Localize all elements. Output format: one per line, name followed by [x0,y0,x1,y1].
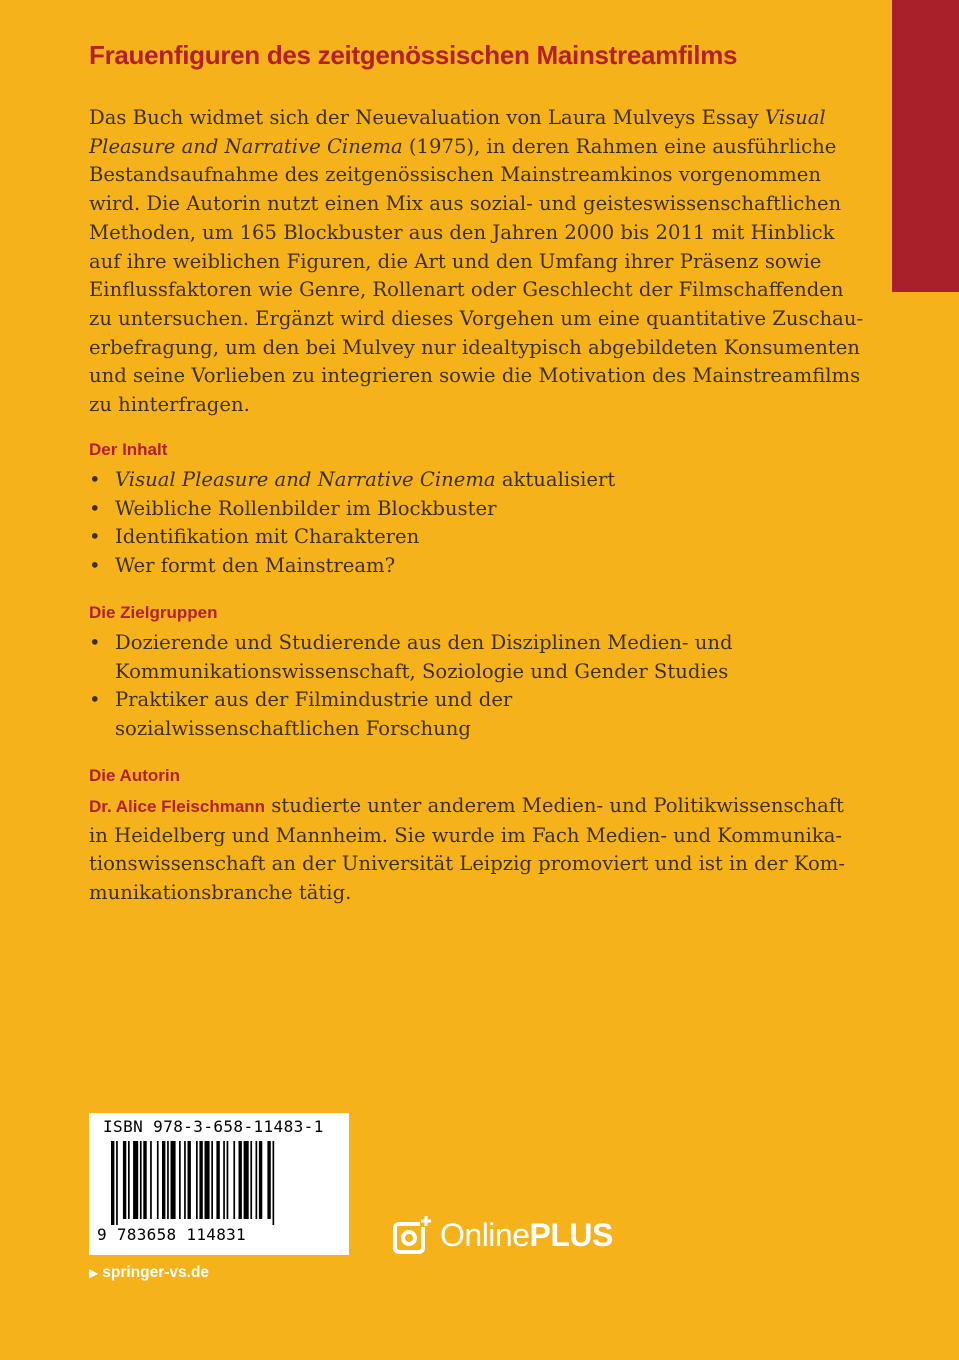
bullet: • [89,496,101,520]
list-item: • Identifikation mit Charakteren [89,523,615,552]
barcode-bar [273,1141,275,1225]
barcode-bar [111,1141,114,1225]
barcode-bar [259,1141,262,1219]
isbn-label: ISBN 978-3-658-11483-1 [103,1117,324,1136]
desc-line: erbefragung, um den bei Mulvey nur idealtypisch abgebildeten Konsumenten [89,335,860,359]
online-plus-logo [392,1214,613,1256]
barcode-bar [196,1141,198,1219]
desc-line: zu hinterfragen. [89,393,250,417]
red-corner-tab [892,0,959,292]
barcode-bar [116,1141,118,1225]
book-title: Frauenfiguren des zeitgenössischen Mainstreamfilms [89,40,738,70]
bio-line: Dr. Alice Fleischmann studierte unter anderem Medien- und Politikwissenschaft [89,794,844,817]
barcode-bar [179,1141,181,1219]
desc-line: Einflussfaktoren wie Genre, Rollenart oder Geschlecht der Filmschaffenden [89,278,844,302]
desc-line: Das Buch widmet sich der Neuevaluation von Laura Mulveys Essay Visual [89,106,826,129]
bio-line: tionswissenschaft an der Universität Leipzig promoviert und ist in der Kom- [89,852,845,876]
desc-line: Methoden, um 165 Blockbuster aus den Jahren 2000 bis 2011 mit Hinblick [89,220,835,244]
barcode-bar [171,1141,176,1219]
bio-line: in Heidelberg und Mannheim. Sie wurde im Fach Medien- und Kommunika- [89,823,843,847]
author-name: Dr. Alice Fleischmann [89,797,266,816]
list-item: • Dozierende und Studierende aus den Disziplinen Medien- und Kommunikationswissenschaft, Soziologie und Gender Studies [89,631,733,683]
barcode-bar [133,1141,138,1219]
barcode-bar [267,1141,270,1219]
barcode-bar [250,1141,252,1219]
list-item: • Wer formt den Mainstream? [89,552,615,581]
inhalt-list [89,466,615,581]
desc-line: Pleasure and Narrative Cinema (1975), in deren Rahmen eine ausführliche [89,134,837,158]
heading-inhalt: Der Inhalt [89,440,168,459]
heading-zielgruppen: Die Zielgruppen [89,603,218,622]
barcode-bar [216,1141,219,1219]
barcode-bar [157,1141,159,1219]
heading-autorin: Die Autorin [89,766,180,785]
arrow-right-icon: ▶ [89,1266,99,1280]
barcode-bar [223,1141,225,1219]
barcode-bar [239,1141,242,1219]
barcode-bar [188,1141,191,1219]
desc-line: Bestandsaufnahme des zeitgenössischen Mainstreamkinos vorgenommen [89,163,821,187]
barcode-bar [256,1141,258,1219]
barcode-bar [128,1141,130,1219]
barcode-bar [143,1141,146,1219]
list-item: • Visual Pleasure and Narrative Cinema aktualisiert [89,466,615,495]
barcode-bars [99,1141,339,1225]
barcode-bar [233,1141,235,1219]
online-plus-text: OnlinePLUS [440,1216,613,1253]
bullet: • [89,554,101,578]
isbn-barcode [89,1113,349,1255]
description-paragraph [89,104,864,420]
publisher-link[interactable]: ▶ springer-vs.de [89,1264,210,1281]
barcode-bar [184,1141,186,1219]
online-plus-icon [392,1215,432,1255]
barcode-bar [140,1141,142,1219]
desc-line: zu untersuchen. Ergänzt wird dieses Vorgehen um eine quantitative Zuschau- [89,306,864,330]
list-item: • Weibliche Rollenbilder im Blockbuster [89,495,615,524]
bullet: • [89,468,101,491]
bullet: • [89,525,101,549]
barcode-bar [205,1141,210,1219]
bullet: • [89,631,101,654]
list-item: • Praktiker aus der Filmindustrie und der sozialwissenschaftlichen Forschung [89,688,513,741]
barcode-bar [211,1141,213,1219]
author-bio [89,792,845,908]
desc-line: und seine Vorlieben zu integrieren sowie die Motivation des Mainstreamfilms [89,364,861,388]
zielgruppen-list [89,629,733,744]
barcode-bar [167,1141,169,1219]
bullet: • [89,688,101,712]
barcode-bar [123,1141,126,1219]
barcode-digits: 9 783658 114831 [97,1225,246,1244]
barcode-bar [150,1141,152,1219]
barcode-bar [227,1141,229,1219]
barcode-bar [244,1141,249,1219]
desc-line: wird. Die Autorin nutzt einen Mix aus sozial- und geisteswissenschaftlichen [89,192,842,216]
barcode-bar [199,1141,202,1219]
bio-line: munikationsbranche tätig. [89,881,352,905]
barcode-bar [162,1141,165,1219]
desc-line: auf ihre weiblichen Figuren, die Art und den Umfang ihrer Präsenz sowie [89,249,822,273]
